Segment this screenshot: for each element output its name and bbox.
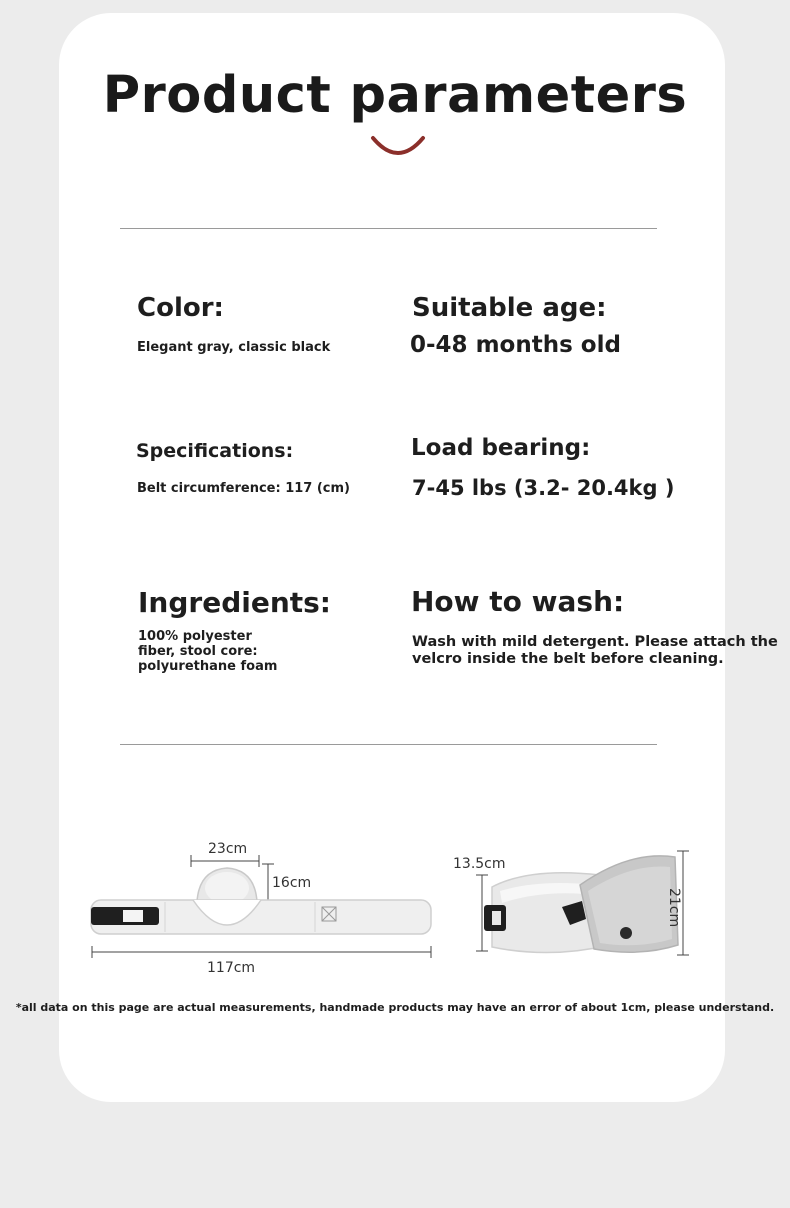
age-value: 0-48 months old xyxy=(410,332,621,358)
page-title: Product parameters xyxy=(102,66,688,125)
smile-decoration-icon xyxy=(370,130,426,160)
measurement-footnote: *all data on this page are actual measurements, handmade products may have an error of about 1cm, please understand. xyxy=(15,1001,775,1014)
ingredients-value: 100% polyester fiber, stool core: polyurethane foam xyxy=(138,629,278,674)
belt-length-dimension: 117cm xyxy=(207,960,256,976)
age-label: Suitable age: xyxy=(412,293,607,323)
wash-label: How to wash: xyxy=(411,585,625,618)
specifications-value: Belt circumference: 117 (cm) xyxy=(137,481,351,496)
color-label: Color: xyxy=(137,293,224,323)
top-divider xyxy=(120,228,657,229)
belt-height-dimension: 21cm xyxy=(666,888,682,928)
seat-depth-dimension: 13.5cm xyxy=(453,856,506,872)
specifications-label: Specifications: xyxy=(136,440,294,462)
belt-flat-illustration xyxy=(85,850,445,980)
color-value: Elegant gray, classic black xyxy=(137,340,331,355)
seat-height-dimension: 16cm xyxy=(272,875,312,891)
ingredients-label: Ingredients: xyxy=(138,586,332,619)
load-label: Load bearing: xyxy=(411,435,591,461)
bottom-divider xyxy=(120,744,657,745)
seat-width-dimension: 23cm xyxy=(208,841,248,857)
load-value: 7-45 lbs (3.2- 20.4kg ) xyxy=(412,476,675,500)
wash-value: Wash with mild detergent. Please attach the velcro inside the belt before cleaning. xyxy=(412,634,778,667)
